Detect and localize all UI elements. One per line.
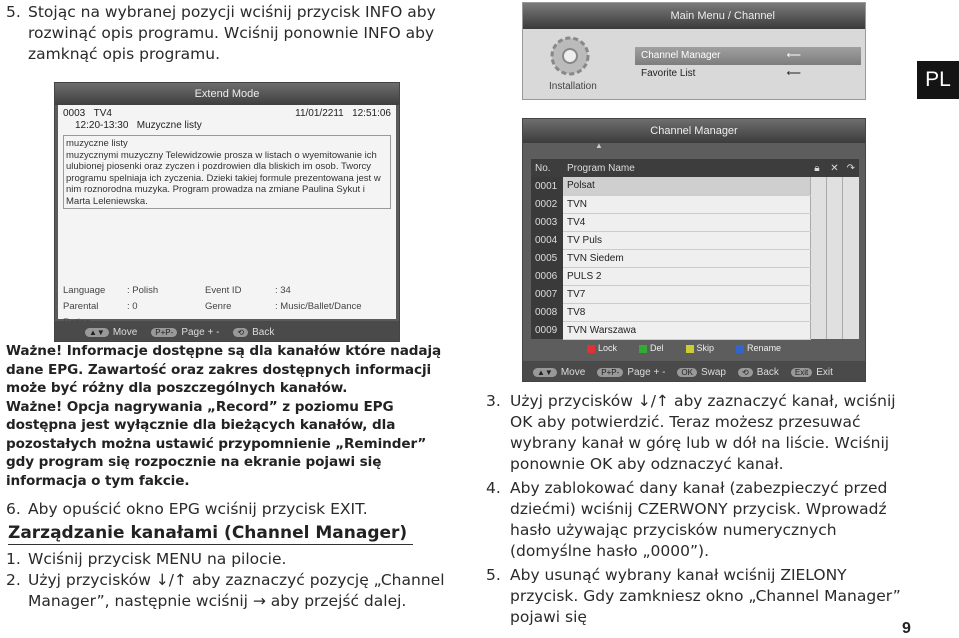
table-row[interactable] [531, 285, 859, 303]
row-name: TV4 [563, 213, 810, 231]
legend-lock: Lock [587, 343, 617, 353]
footer-page: P+P- Page + - [597, 367, 665, 378]
info-key: Event ID [205, 285, 242, 296]
info-key: Parental [63, 301, 99, 312]
footer-back: ⟲ Back [233, 327, 274, 338]
step-number: 6. [6, 500, 21, 518]
scroll-up-icon: ▲ [595, 141, 603, 150]
epg-panel [58, 105, 396, 319]
menu-item-favorite-list[interactable]: Favorite List ⟵ [635, 65, 861, 83]
step-text: Użyj przycisków ↓/↑ aby zaznaczyć kanał, wciśnij OK aby potwierdzić. Teraz możesz przesuwać wybrany kanał w górę lub w dół na liście. Wciśnij ponownie OK aby odznaczyć kanał. [510, 392, 896, 473]
info-key: Genre [205, 301, 232, 312]
menu-section-label: Installation [549, 81, 597, 92]
legend-del: Del [639, 343, 664, 353]
page-keys-icon: P+P- [597, 368, 623, 377]
table-header-row [531, 159, 859, 177]
table-row[interactable] [531, 213, 859, 231]
table-row[interactable] [531, 231, 859, 249]
col-name: Program Name [563, 159, 810, 177]
info-value: : 34 [275, 285, 291, 296]
epg-program: Muzyczne listy [136, 120, 202, 131]
left-column-lower [6, 342, 446, 612]
epg-time: 12:51:06 [352, 108, 391, 119]
table-row[interactable] [531, 267, 859, 285]
legend-rename: Rename [736, 343, 781, 353]
table-row[interactable] [531, 303, 859, 321]
row-no: 0008 [531, 303, 563, 321]
row-no: 0003 [531, 213, 563, 231]
cm-legend [587, 343, 781, 353]
table-row[interactable] [531, 195, 859, 213]
arrows-icon: ▲▼ [85, 328, 109, 337]
table-row[interactable] [531, 177, 859, 195]
row-name: TV8 [563, 303, 810, 321]
row-name: TVN Warszawa [563, 321, 810, 339]
menu-item-channel-manager[interactable]: Channel Manager ⟵ [635, 47, 861, 65]
row-name: TV Puls [563, 231, 810, 249]
epg-date: 11/01/2211 [295, 108, 344, 119]
epg-channel-name: TV4 [93, 108, 112, 119]
step-number: 3. [486, 392, 501, 410]
footer-page: P+P- Page + - [151, 327, 219, 338]
channel-manager-screenshot [522, 118, 866, 382]
epg-footer [55, 321, 399, 342]
epg-header: Extend Mode [55, 83, 399, 105]
row-name: PULS 2 [563, 267, 810, 285]
row-no: 0001 [531, 177, 563, 195]
epg-desc-title: muzyczne listy [66, 138, 128, 149]
enter-arrow-icon: ⟵ [786, 68, 801, 79]
info-key: Language [63, 285, 106, 296]
main-menu-screenshot [522, 2, 866, 100]
step-text: Stojąc na wybranej pozycji wciśnij przycisk INFO aby rozwinąć opis programu. Wciśnij ponownie INFO aby zamknąć opis programu. [28, 3, 436, 63]
page-keys-icon: P+P- [151, 328, 177, 337]
epg-slot: 12:20-13:30 [75, 120, 129, 131]
instruction-step-3 [486, 391, 914, 475]
legend-skip: Skip [686, 343, 715, 353]
cm-footer [523, 361, 865, 382]
footer-exit: Exit Exit [791, 367, 833, 378]
instruction-step-6 [6, 499, 446, 520]
row-no: 0002 [531, 195, 563, 213]
lock-icon: 🔒︎ [810, 159, 826, 177]
gear-icon [545, 31, 595, 81]
footer-move: ▲▼ Move [85, 327, 137, 338]
back-key-icon: ⟲ [738, 368, 753, 377]
skip-icon: ↷ [843, 159, 859, 177]
channel-table [531, 159, 859, 340]
info-value: : Music/Ballet/Dance [275, 301, 362, 312]
epg-extend-mode-screenshot [54, 82, 400, 342]
right-column-text [486, 391, 914, 628]
page-number: 9 [902, 620, 911, 637]
row-name: Polsat [563, 177, 810, 195]
row-no: 0004 [531, 231, 563, 249]
delete-icon: ✕ [826, 159, 842, 177]
row-no: 0007 [531, 285, 563, 303]
row-name: TVN Siedem [563, 249, 810, 267]
table-row[interactable] [531, 249, 859, 267]
cm-header: Channel Manager [523, 119, 865, 143]
instruction-step-5b [486, 565, 914, 628]
step-text: Wciśnij przycisk MENU na pilocie. [28, 550, 287, 568]
row-no: 0006 [531, 267, 563, 285]
footer-back: ⟲ Back [738, 367, 779, 378]
info-value: : 0 [127, 301, 138, 312]
row-no: 0009 [531, 321, 563, 339]
footer-swap: OK Swap [677, 367, 726, 378]
warning-record: Ważne! Opcja nagrywania „Record” z poziomu EPG dostępna jest wyłącznie dla bieżących kanałów, dla pozostałych można ustawić przypomnienie „Reminder” gdy program się rozpocznie na ekranie pojawi się informacja o tym fakcie. [6, 398, 427, 489]
col-no: No. [531, 159, 563, 177]
step-number: 4. [486, 479, 501, 497]
epg-description: muzycznymi muzyczny Telewidzowie prosza w listach o wyemitowanie ich ulubionej piosenki oraz zyczen i pozdrowien dla bliskich im osob. Tworcy programu spelniaja ich zyczenia. Dzieki takiej formule prezentowana jest w nim roznorodna muzyka. Program prowadza na zmiane Paulina Sykut i Marta Leleniewska. [66, 149, 381, 207]
enter-arrow-icon: ⟵ [786, 50, 801, 61]
instruction-step-2 [6, 570, 446, 612]
epg-info-row [63, 283, 391, 299]
epg-channel-no: 0003 [63, 108, 86, 119]
row-no: 0005 [531, 249, 563, 267]
instruction-step-4 [486, 478, 914, 562]
step-number: 2. [6, 571, 21, 589]
step-text: Aby usunąć wybrany kanał wciśnij ZIELONY przycisk. Gdy zamkniesz okno „Channel Manager” pojawi się [510, 566, 901, 626]
table-row[interactable] [531, 321, 859, 339]
step-number: 1. [6, 550, 21, 568]
warning-epg-info: Ważne! Informacje dostępne są dla kanałów które nadają dane EPG. Zawartość oraz zakres dostępnych informacji może być różny dla poszczególnych kanałów. [6, 343, 442, 396]
instruction-step-1 [6, 549, 446, 570]
exit-key-icon: Exit [791, 368, 812, 377]
arrows-icon: ▲▼ [533, 368, 557, 377]
back-key-icon: ⟲ [233, 328, 248, 337]
epg-description-box [63, 135, 391, 209]
step-number: 5. [6, 3, 21, 21]
menu-header: Main Menu / Channel [523, 3, 865, 29]
step-number: 5. [486, 566, 501, 584]
step-text: Aby opuścić okno EPG wciśnij przycisk EXIT. [28, 500, 368, 518]
footer-move: ▲▼ Move [533, 367, 585, 378]
info-value: : Polish [127, 285, 159, 296]
section-title: Zarządzanie kanałami (Channel Manager) [8, 523, 413, 545]
row-name: TVN [563, 195, 810, 213]
row-name: TV7 [563, 285, 810, 303]
step-text: Użyj przycisków ↓/↑ aby zaznaczyć pozycję „Channel Manager”, następnie wciśnij → aby przejść dalej. [28, 571, 445, 610]
ok-key-icon: OK [677, 368, 697, 377]
language-tab: PL [917, 61, 959, 99]
step-text: Aby zablokować dany kanał (zabezpieczyć przed dziećmi) wciśnij CZERWONY przycisk. Wprowadź hasło używając przycisków numerycznych (domyślne hasło „0000”). [510, 479, 888, 560]
instruction-step-5 [6, 2, 446, 65]
